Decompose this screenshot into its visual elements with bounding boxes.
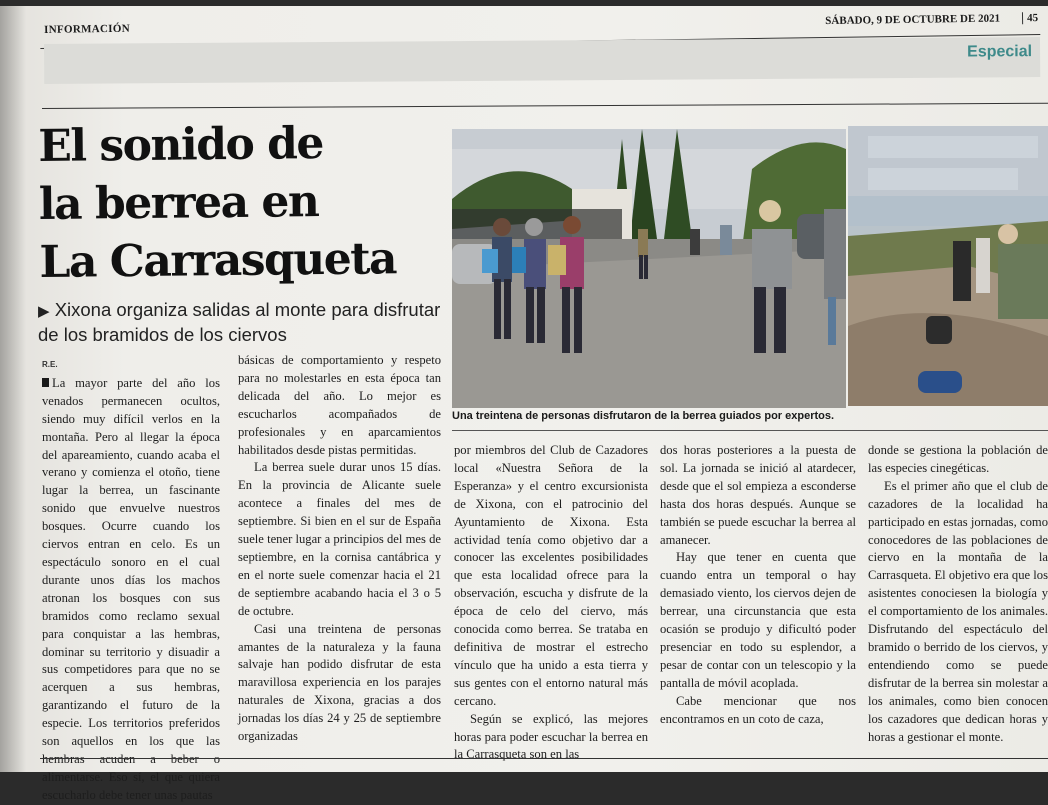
byline: R.E.: [42, 360, 58, 369]
section-band: [44, 37, 1040, 84]
column-paragraph: dos horas posteriores a la puesta de sol. La jornada se inició al atardecer, desde que el sol empieza a esconderse hasta dos horas después. Aunque se también se puede escuchar la berrea al amanecer.: [660, 443, 856, 547]
section-label: INFORMACIÓN: [44, 22, 130, 36]
subheadline-text: Xixona organiza salidas al monte para disfrutar de los bramidos de los ciervos: [38, 299, 441, 345]
column-paragraph: básicas de comportamiento y respeto para no molestarles en esta época tan delicada del año. Lo mejor es escucharlos acompañados de profesionales y en aparcamientos habilitados desde pistas permitidas.: [238, 353, 441, 457]
main-photo: [452, 129, 846, 408]
page-number: 45: [1022, 12, 1038, 24]
headline-line: La Carrasqueta: [39, 233, 397, 288]
column-paragraph: Cabe mencionar que nos encontramos en un coto de caza,: [660, 693, 856, 726]
side-photo: [848, 126, 1048, 406]
special-label: Especial: [967, 43, 1033, 61]
lead-square-icon: [42, 378, 49, 387]
article-column-4: [660, 442, 856, 729]
column-paragraph: donde se gestiona la población de las especies cinegéticas.: [868, 443, 1048, 475]
column-paragraph: Hay que tener en cuenta que cuando entra un temporal o hay demasiado viento, los ciervos dejen de berrear, una circunstancia que esta ocasión se produjo y dificultó poder presenciar en todo su esplendor, a pesar de contar con un telescopio y la pantalla de móvil acoplada.: [660, 550, 856, 690]
page-fold-shadow: [0, 6, 26, 772]
caption-rule: [452, 430, 1048, 431]
issue-date: SÁBADO, 9 DE OCTUBRE DE 2021: [825, 12, 1001, 28]
subheadline: [38, 298, 448, 346]
hikers-photo-illustration: [452, 129, 846, 408]
column-paragraph: por miembros del Club de Cazadores local «Nuestra Señora de la Esperanza» y el centro excursionista de Xixona, con el patrocinio del Ayuntamiento de Xixona. Esta actividad tenía como objetivo dar a conocer las excelentes posibilidades que esta localidad ofrece para la observación, escucha y disfrute de la época de celo del ciervo, más conocida como berrea. Se trataba en definitiva de mostrar el estrecho vínculo que ha unido a esta tierra y sus gentes con el entorno natural más cercano.: [454, 443, 648, 708]
article-column-5: [868, 442, 1048, 746]
triangle-bullet-icon: ▶: [38, 303, 50, 320]
article-column-3: [454, 442, 648, 764]
column-paragraph: Según se explicó, las mejores horas para poder escuchar la berrea en la Carrasqueta son en las: [454, 711, 648, 762]
hillside-photo-illustration: [848, 126, 1048, 406]
bottom-rule: [40, 758, 1048, 759]
newspaper-page: [0, 6, 1048, 802]
column-paragraph: Casi una treintena de personas amantes de la naturaleza y la fauna salvaje han podido disfrutar de esta maravillosa experiencia en los parajes naturales de Xixona, gracias a dos jornadas los días 24 y 25 de septiembre organizadas: [238, 621, 441, 744]
headline: [38, 114, 450, 292]
column-paragraph: La berrea suele durar unos 15 días. En la provincia de Alicante suele acontece a finales del mes de septiembre. Si bien en el sur de España suele tener lugar a principios del mes de septiembre, en la cornisa cantábrica y en el norte suele comenzar hacia el 21 de septiembre acabando hacia el 3 o 5 de octubre.: [238, 460, 441, 618]
column-paragraph: Es el primer año que el club de cazadores de la localidad ha participado en estas jornadas, como conocedores de las poblaciones de ciervo en la montaña de la Carrasqueta. El objetivo era que los asistentes conociesen la biología y el comportamiento de los animales. Disfrutando del espectáculo del bramido o berrido de los ciervos, y entendiendo como se puede disfrutar de la berrea sin molestar a los animales, como bien conocen los cazadores que dedican horas y horas a gestionar el monte.: [868, 478, 1048, 744]
headline-line: la berrea en: [38, 176, 319, 230]
headline-rule: [42, 103, 1048, 109]
article-column-2: [238, 352, 441, 746]
article-column-1: [42, 356, 220, 805]
photo-caption: Una treintena de personas disfrutaron de la berrea guiados por expertos.: [452, 410, 835, 422]
headline-line: El sonido de: [38, 118, 324, 172]
column-text: La mayor parte del año los venados permanecen ocultos, siendo muy difícil verlos en la montaña. Pero al llegar la época del apareamiento, cuando acaba el verano y comienza el otoño, tiene lugar la berrea, un fascinante sonido que envuelve nuestros bosques. Ocurre cuando los ciervos entran en celo. Es un espectáculo sonoro en el cual durante unos días los machos atronan los bosques con sus bramidos como reclamo sexual para conquistar a las hembras, dominar su territorio y disuadir a sus competidores para que no se acerquen a sus hembras, garantizando el futuro de la especie. Los territorios preferidos son aquellos en los que las hembras acuden a beber o alimentarse. Eso sí, el que quiera escucharlo debe tener unas pautas: [42, 375, 220, 802]
